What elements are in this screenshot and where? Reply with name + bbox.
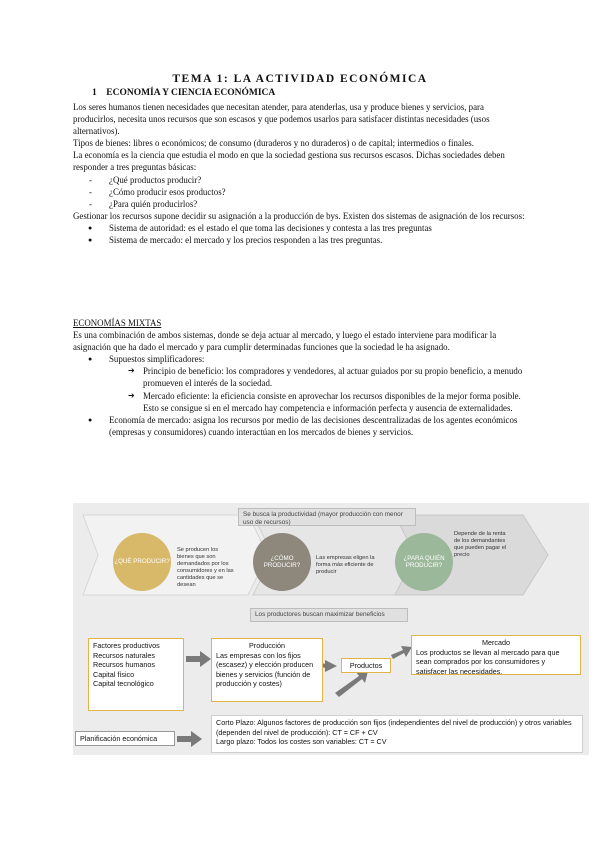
section-number: 1 (92, 88, 97, 98)
paragraph-economy-definition: La economía es la ciencia que estudia el modo en que la sociedad gestiona sus recursos escasos. Dichas sociedades deben responder a tres preguntas básicas: (73, 150, 505, 173)
list-item: ● Economía de mercado: asigna los recursos por medio de las decisiones descentralizadas de los agentes económicos (empresas y consumidores) cuando interactúan en los mercados de bienes y servicios. (73, 414, 528, 438)
market-economy-list (73, 414, 528, 438)
what-to-produce-note: Se producen los bienes que son demandados por los consumidores y en las cantidades que se desean (177, 547, 234, 588)
economy-diagram (73, 503, 589, 755)
mixed-economy-list (73, 353, 528, 365)
factor-item: Recursos humanos (93, 660, 155, 670)
productivity-note: Se busca la productividad (mayor producción con menor uso de recursos) (238, 508, 416, 526)
paragraph-needs: Los seres humanos tienen necesidades que necesitan atender, para atenderlas, usa y produce bienes y servicios, para producirlos, necesita unos recursos que son escasos y que podemos usarlos para satisfacer distintas necesidades (usos alternativos). (73, 102, 490, 137)
paragraph-goods-types: Tipos de bienes: libres o económicos; de consumo (duraderos y no duraderos) o de capital; intermedios o finales. (73, 138, 474, 149)
arrow-up-right-icon (391, 646, 412, 659)
planning-box: Planificación económica (75, 731, 175, 746)
market-box (411, 635, 581, 675)
list-item: - ¿Qué productos producir? (73, 174, 528, 186)
list-item: ● Sistema de mercado: el mercado y los precios responden a las tres preguntas. (73, 234, 528, 246)
for-whom-note: Depende de la renta de los demandantes que pueden pagar el precio (454, 531, 507, 558)
basic-questions-list (73, 174, 528, 210)
paragraph-resource-allocation: Gestionar los recursos supone decidir su asignación a la producción de bys. Existen dos sistemas de asignación de los recursos: (73, 210, 525, 221)
short-long-term-box (211, 715, 583, 753)
production-title: Producción (249, 641, 285, 650)
how-to-produce-circle: ¿CÓMO PRODUCIR? (253, 533, 311, 591)
paragraph-mixed-economy: Es una combinación de ambos sistemas, donde se deja actuar al mercado, y luego el estado interviene para modificar la asignación que ha dado el mercado y para cumplir determinadas funciones que la sociedad le ha asignado. (73, 330, 497, 353)
production-box (211, 638, 323, 702)
list-item: ● Sistema de autoridad: es el estado el que toma las decisiones y contesta a las tres preguntas (73, 222, 528, 234)
production-text: Las empresas con los fijos (escasez) y elección producen bienes y servicios (función de producción y costes) (216, 650, 314, 689)
chevron-shape (83, 515, 268, 595)
section-2-body (73, 317, 528, 438)
list-item: - ¿Cómo producir esos productos? (73, 186, 528, 198)
list-item: ● Supuestos simplificadores: (73, 353, 528, 365)
factor-item: Recursos naturales (93, 650, 155, 660)
section-2-heading: ECONOMÍAS MIXTAS (73, 318, 162, 328)
page-title: TEMA 1: LA ACTIVIDAD ECONÓMICA (172, 73, 428, 85)
long-term-text: Largo plazo: Todos los costes son variables: CT = CV (216, 737, 387, 747)
market-text: Los productos se llevan al mercado para que sean comprados por los consumidores y satisfacer las necesidades. (416, 647, 560, 676)
arrow-right-icon (177, 731, 202, 747)
what-to-produce-circle: ¿QUÉ PRODUCIR? (113, 533, 171, 591)
for-whom-circle: ¿PARA QUIÉN PRODUCIR? (395, 533, 453, 591)
section-title: ECONOMÍA Y CIENCIA ECONÓMICA (106, 88, 276, 98)
assumptions-list (73, 365, 528, 413)
maximize-profits-note: Los productores buscan maximizar beneficios (250, 608, 408, 622)
short-term-text: Corto Plazo: Algunos factores de producción son fijos (independientes del nivel de producción) y otros variables (dependen del nivel de producción): CT = CF + CV (216, 718, 572, 737)
factor-item: Factores productivos (93, 641, 160, 650)
products-box: Productos (341, 658, 391, 673)
list-item: ➔ Mercado eficiente: la eficiencia consiste en aprovechar los recursos disponibles de la mejor forma posible. Esto se consigue si en el mercado hay competencia e información perfecta y ausencia de externalidades. (73, 390, 528, 414)
section-1-body (73, 101, 528, 246)
list-item: - ¿Para quién producirlos? (73, 198, 528, 210)
list-item: ➔ Principio de beneficio: los compradores y vendedores, al actuar guiados por su propio beneficio, a menudo promueven el interés de la sociedad. (73, 365, 528, 389)
factor-item: Capital tecnológico (93, 679, 154, 689)
market-title: Mercado (482, 638, 510, 647)
section-1-heading (92, 88, 275, 98)
arrow-right-icon (186, 651, 211, 667)
how-to-produce-note: Las empresas eligen la forma más eficiente de producir (316, 555, 375, 575)
factor-item: Capital físico (93, 669, 135, 679)
factors-box (88, 638, 184, 711)
arrow-up-right-icon (335, 671, 368, 697)
allocation-systems-list (73, 222, 528, 246)
